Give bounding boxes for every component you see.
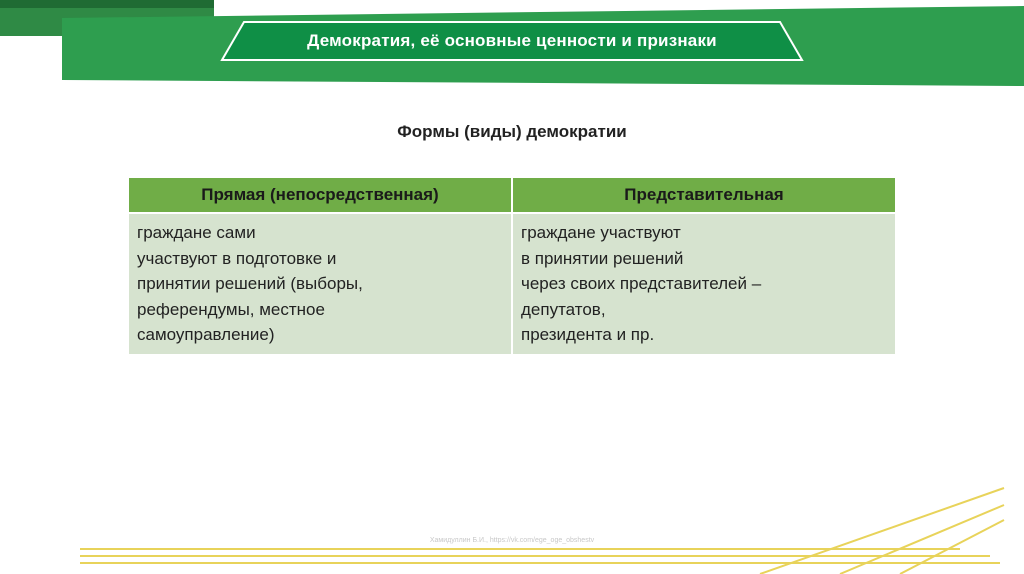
footer-credit: Хамидуллин Б.И., https://vk.com/ege_oge_obshestv: [429, 537, 595, 544]
cell-line: депутатов,: [521, 299, 606, 319]
cell-direct-description: [128, 213, 512, 355]
cell-line: участвуют в подготовке и: [137, 248, 337, 268]
cell-line: граждане участвуют: [521, 223, 681, 242]
header-decoration: [0, 0, 1024, 120]
cell-line: референдумы, местное: [137, 299, 325, 319]
cell-representative-description: [512, 213, 896, 355]
cell-line: принятии решений (выборы,: [137, 274, 363, 293]
democracy-forms-table: [127, 176, 897, 356]
top-left-stripe-dark: [0, 0, 214, 8]
table-row: [128, 213, 896, 355]
column-header-direct: Прямая (непосредственная): [128, 177, 512, 213]
section-title: Формы (виды) демократии: [397, 122, 627, 141]
cell-line: граждане сами: [137, 223, 256, 242]
column-header-representative: Представительная: [512, 177, 896, 213]
footer-diagonal: [760, 488, 1004, 574]
page-title: Демократия, её основные ценности и признаки: [307, 31, 717, 50]
table-header-row: [128, 177, 896, 213]
cell-line: президента и пр.: [521, 325, 655, 344]
footer-diagonal: [900, 520, 1004, 574]
cell-line: в принятии решений: [521, 248, 684, 268]
cell-line: через своих представителей –: [521, 274, 762, 293]
cell-line: самоуправление): [137, 325, 275, 344]
